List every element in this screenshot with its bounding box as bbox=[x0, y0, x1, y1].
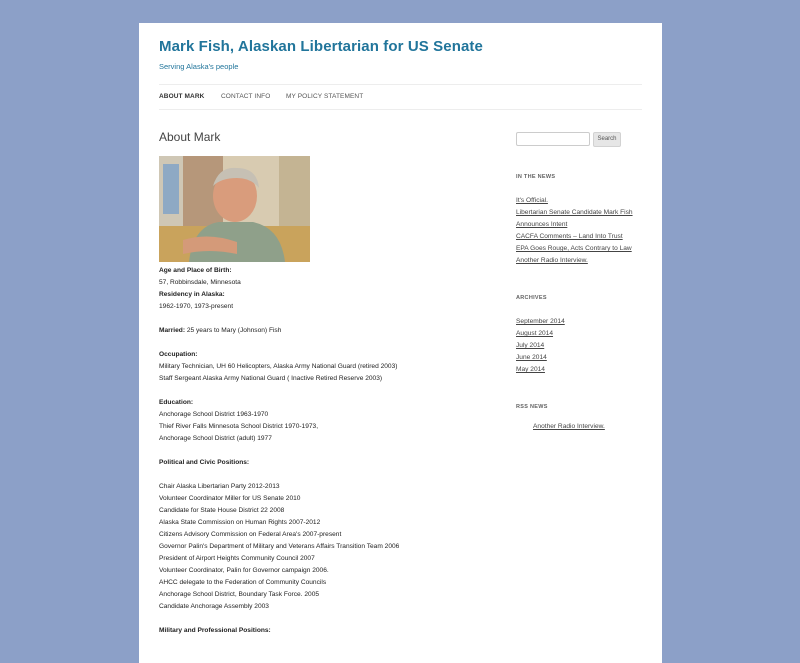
field-value: Military Technician, UH 60 Helicopters, Alaska Army National Guard (retired 2003) bbox=[159, 363, 398, 370]
page-container bbox=[139, 23, 662, 663]
field-value: 25 years to Mary (Johnson) Fish bbox=[185, 327, 282, 334]
content-line bbox=[159, 589, 489, 601]
rss-link[interactable]: Another Radio Interview. bbox=[533, 423, 605, 430]
content-line bbox=[159, 613, 489, 625]
content-line bbox=[159, 313, 489, 325]
content-line bbox=[159, 553, 489, 565]
content-line bbox=[159, 277, 489, 289]
field-value: Chair Alaska Libertarian Party 2012-2013 bbox=[159, 483, 280, 490]
rss-list bbox=[533, 421, 663, 433]
news-link[interactable]: EPA Goes Rouge, Acts Contrary to Law bbox=[516, 245, 632, 252]
archives-list bbox=[516, 316, 646, 376]
field-value: Volunteer Coordinator, Palin for Governor campaign 2006. bbox=[159, 567, 329, 574]
content-line bbox=[159, 289, 489, 301]
field-value: Anchorage School District 1963-1970 bbox=[159, 411, 269, 418]
site-title[interactable]: Mark Fish, Alaskan Libertarian for US Senate bbox=[159, 38, 483, 55]
news-link[interactable]: Libertarian Senate Candidate Mark Fish bbox=[516, 209, 633, 216]
field-value: Alaska State Commission on Human Rights 2007-2012 bbox=[159, 519, 321, 526]
news-link[interactable]: Announces Intent bbox=[516, 221, 568, 228]
field-label: Married: bbox=[159, 327, 186, 334]
content-line bbox=[159, 385, 489, 397]
content-line bbox=[159, 325, 489, 337]
search-input[interactable] bbox=[516, 132, 590, 146]
field-value: 57, Robbinsdale, Minnesota bbox=[159, 279, 241, 286]
field-value: Anchorage School District (adult) 1977 bbox=[159, 435, 272, 442]
news-link[interactable]: Another Radio Interview. bbox=[516, 257, 588, 264]
content-line bbox=[159, 373, 489, 385]
field-label: Military and Professional Positions: bbox=[159, 627, 271, 634]
main-navigation bbox=[159, 84, 642, 110]
content-line bbox=[159, 529, 489, 541]
news-link[interactable]: It's Official. bbox=[516, 197, 548, 204]
nav-item-policy-statement[interactable]: MY POLICY STATEMENT bbox=[286, 93, 364, 100]
content-line bbox=[159, 265, 489, 277]
content-line bbox=[159, 517, 489, 529]
field-value: Governor Palin's Department of Military and Veterans Affairs Transition Team 2006 bbox=[159, 543, 400, 550]
content-line bbox=[159, 565, 489, 577]
field-value: Anchorage School District, Boundary Task Force. 2005 bbox=[159, 591, 320, 598]
archive-link[interactable]: August 2014 bbox=[516, 330, 554, 337]
content-line bbox=[159, 469, 489, 481]
content-line bbox=[159, 601, 489, 613]
candidate-photo bbox=[159, 156, 310, 262]
field-value: Citizens Advisory Commission on Federal Area's 2007-present bbox=[159, 531, 342, 538]
content-line bbox=[159, 541, 489, 553]
field-value: Candidate Anchorage Assembly 2003 bbox=[159, 603, 269, 610]
field-label: Age and Place of Birth: bbox=[159, 267, 232, 274]
nav-item-about-mark[interactable]: ABOUT MARK bbox=[159, 93, 205, 100]
content-line bbox=[159, 625, 489, 637]
content-line bbox=[159, 457, 489, 469]
content-line bbox=[159, 349, 489, 361]
page-title: About Mark bbox=[159, 130, 221, 144]
field-label: Education: bbox=[159, 399, 194, 406]
field-value: Candidate for State House District 22 2008 bbox=[159, 507, 285, 514]
field-label: Residency in Alaska: bbox=[159, 291, 225, 298]
content-line bbox=[159, 421, 489, 433]
content-line bbox=[159, 577, 489, 589]
archive-link[interactable]: September 2014 bbox=[516, 318, 565, 325]
field-label: Occupation: bbox=[159, 351, 198, 358]
news-link[interactable]: CACFA Comments – Land Into Trust bbox=[516, 233, 623, 240]
widget-title-rss: RSS NEWS bbox=[516, 404, 548, 410]
archive-link[interactable]: July 2014 bbox=[516, 342, 545, 349]
widget-title-news: IN THE NEWS bbox=[516, 174, 556, 180]
archive-link[interactable]: June 2014 bbox=[516, 354, 547, 361]
content-line bbox=[159, 445, 489, 457]
widget-title-archives: ARCHIVES bbox=[516, 295, 547, 301]
field-value: President of Airport Heights Community Council 2007 bbox=[159, 555, 315, 562]
field-value: Staff Sergeant Alaska Army National Guard ( Inactive Retired Reserve 2003) bbox=[159, 375, 383, 382]
content-line bbox=[159, 301, 489, 313]
search-button[interactable]: Search bbox=[593, 132, 621, 147]
archive-link[interactable]: May 2014 bbox=[516, 366, 545, 373]
field-value: Volunteer Coordinator Miller for US Senate 2010 bbox=[159, 495, 301, 502]
news-list bbox=[516, 195, 646, 267]
entry-content bbox=[159, 265, 489, 637]
site-description: Serving Alaska's people bbox=[159, 62, 239, 71]
content-line bbox=[159, 493, 489, 505]
field-value: Thief River Falls Minnesota School District 1970-1973, bbox=[159, 423, 319, 430]
content-line bbox=[159, 361, 489, 373]
content-line bbox=[159, 505, 489, 517]
nav-item-contact-info[interactable]: CONTACT INFO bbox=[221, 93, 271, 100]
content-line bbox=[159, 433, 489, 445]
content-line bbox=[159, 397, 489, 409]
field-value: 1962-1970, 1973-present bbox=[159, 303, 234, 310]
content-line bbox=[159, 337, 489, 349]
content-line bbox=[159, 409, 489, 421]
content-line bbox=[159, 481, 489, 493]
field-label: Political and Civic Positions: bbox=[159, 459, 250, 466]
field-value: AHCC delegate to the Federation of Community Councils bbox=[159, 579, 327, 586]
